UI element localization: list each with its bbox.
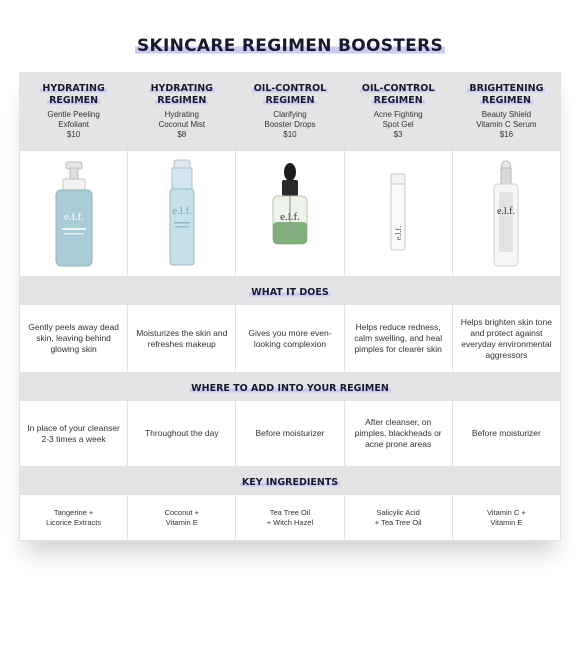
- product-image-cell: [236, 151, 344, 277]
- product-header-row: [20, 73, 561, 151]
- product-name: Acne Fighting Spot Gel: [373, 110, 423, 129]
- product-header: [452, 73, 560, 151]
- where-cell: Before moisturizer: [452, 401, 560, 467]
- ingredients-cell: Salicylic Acid + Tea Tree Oil: [344, 495, 452, 541]
- product-name: Gentle Peeling Exfoliant: [47, 110, 100, 129]
- svg-text:e.l.f.: e.l.f.: [171, 204, 192, 217]
- category-label: REGIMEN: [481, 95, 531, 106]
- what-it-does-row: [20, 305, 561, 373]
- category-label: REGIMEN: [373, 95, 423, 106]
- category-label: OIL-CONTROL: [361, 83, 435, 94]
- product-image-row: [20, 151, 561, 277]
- section-header-row: [20, 373, 561, 401]
- product-price: $10: [66, 130, 81, 139]
- product-price: $16: [499, 130, 514, 139]
- svg-text:e.l.f.: e.l.f.: [497, 205, 516, 217]
- product-header: [20, 73, 128, 151]
- category-label: REGIMEN: [265, 95, 315, 106]
- pump-bottle-icon: [44, 158, 104, 270]
- where-cell: Throughout the day: [128, 401, 236, 467]
- section-title: KEY INGREDIENTS: [241, 476, 339, 488]
- where-cell: Before moisturizer: [236, 401, 344, 467]
- section-header-row: [20, 467, 561, 495]
- category-label: HYDRATING: [150, 83, 213, 94]
- ingredients-cell: Tea Tree Oil + Witch Hazel: [236, 495, 344, 541]
- mist-bottle-icon: [152, 158, 212, 270]
- product-name: Clarifying Booster Drops: [264, 110, 316, 129]
- ingredients-cell: Vitamin C + Vitamin E: [452, 495, 560, 541]
- category-label: REGIMEN: [157, 95, 207, 106]
- section-title: WHERE TO ADD INTO YOUR REGIMEN: [191, 382, 389, 394]
- what-it-does-cell: Gives you more even-looking complexion: [236, 305, 344, 373]
- serum-bottle-icon: [476, 158, 536, 270]
- category-label: HYDRATING: [42, 83, 105, 94]
- where-cell: In place of your cleanser 2-3 times a week: [20, 401, 128, 467]
- page-title: SKINCARE REGIMEN BOOSTERS: [136, 36, 444, 56]
- product-image-cell: [452, 151, 560, 277]
- product-price: $3: [393, 130, 403, 139]
- category-label: OIL-CONTROL: [253, 83, 327, 94]
- ingredients-cell: Tangerine + Licorice Extracts: [20, 495, 128, 541]
- product-header: [236, 73, 344, 151]
- product-price: $8: [177, 130, 187, 139]
- product-image-cell: [128, 151, 236, 277]
- section-header: [20, 277, 561, 305]
- svg-text:e.l.f.: e.l.f.: [63, 210, 84, 223]
- section-header: [20, 467, 561, 495]
- product-image-cell: [20, 151, 128, 277]
- ingredients-cell: Coconut + Vitamin E: [128, 495, 236, 541]
- product-image-cell: [344, 151, 452, 277]
- what-it-does-cell: Moisturizes the skin and refreshes makeup: [128, 305, 236, 373]
- what-it-does-cell: Helps brighten skin tone and protect against everyday environmental aggressors: [452, 305, 560, 373]
- tube-icon: [368, 158, 428, 270]
- product-header: [128, 73, 236, 151]
- comparison-table: [19, 72, 561, 541]
- category-label: REGIMEN: [49, 95, 99, 106]
- product-price: $10: [283, 130, 297, 139]
- dropper-bottle-icon: [260, 158, 320, 270]
- product-header: [344, 73, 452, 151]
- what-it-does-cell: Helps reduce redness, calm swelling, and heal pimples for clearer skin: [344, 305, 452, 373]
- category-label: BRIGHTENING: [469, 83, 544, 94]
- svg-text:e.l.f.: e.l.f.: [280, 210, 300, 223]
- ingredients-row: [20, 495, 561, 541]
- section-header-row: [20, 277, 561, 305]
- product-name: Beauty Shield Vitamin C Serum: [476, 110, 537, 129]
- where-cell: After cleanser, on pimples, blackheads or acne prone areas: [344, 401, 452, 467]
- what-it-does-cell: Gently peels away dead skin, leaving behind glowing skin: [20, 305, 128, 373]
- svg-text:e.l.f.: e.l.f.: [394, 225, 404, 240]
- section-title: WHAT IT DOES: [251, 286, 329, 298]
- where-row: [20, 401, 561, 467]
- section-header: [20, 373, 561, 401]
- product-name: Hydrating Coconut Mist: [158, 110, 206, 129]
